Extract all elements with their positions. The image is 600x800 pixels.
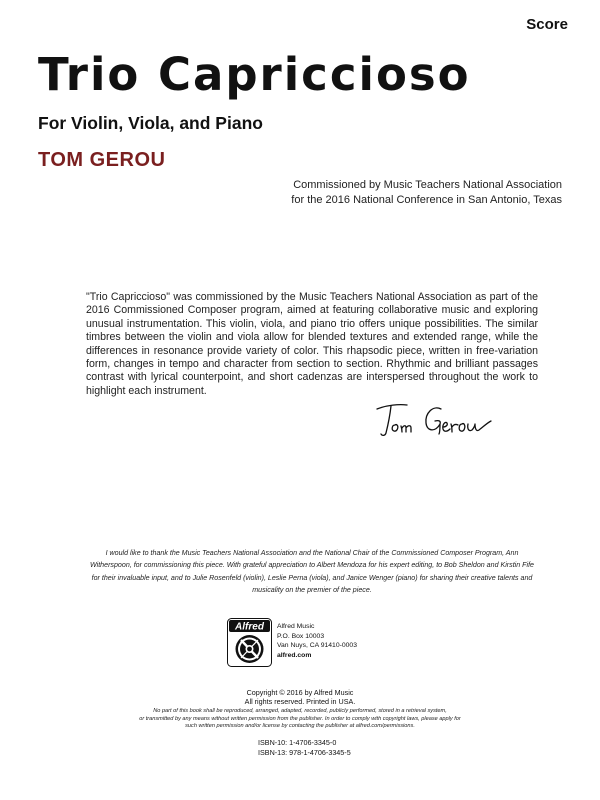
subtitle: For Violin, Viola, and Piano: [38, 113, 263, 133]
isbn-13: ISBN-13: 978-1-4706-3345-5: [258, 747, 351, 757]
publisher-city: Van Nuys, CA 91410-0003: [277, 642, 357, 650]
publisher-po-box: P.O. Box 10003: [277, 632, 325, 640]
legal-line: No part of this book shall be reproduced, arranged, adapted, recorded, publicly performed, stored in a retrieval system,: [153, 708, 447, 714]
publisher-name: Alfred Music: [277, 623, 315, 630]
legal-line: such written permission and/or license by contacting the publisher at alfred.com/permissions.: [185, 723, 415, 730]
rights-line: All rights reserved. Printed in USA.: [244, 697, 356, 706]
alfred-logo: [227, 618, 272, 667]
legal-notice: [80, 708, 520, 731]
score-label: Score: [526, 16, 568, 33]
svg-text:Alfred: Alfred: [235, 621, 264, 633]
composer-signature: [373, 399, 495, 441]
publisher-address: [277, 622, 357, 660]
publisher-website: alfred.com: [277, 651, 312, 659]
page-title: Trio Capriccioso: [38, 48, 471, 101]
copyright-line: Copyright © 2016 by Alfred Music: [246, 688, 354, 697]
isbn-10: ISBN-10: 1-4706-3345-0: [258, 738, 337, 747]
isbn-block: [258, 738, 351, 757]
program-note: "Trio Capriccioso" was commissioned by the Music Teachers National Association as part of the 2016 Commissioned Composer program, aimed at featuring collaborative music and exploring unusual instrumentation. This violin, viola, and piano trio offers unique possibilities. The similar timbres between the violin and viola allow for blended textures and extended range, while the differences in resonance provide variety of color. This rhapsodic piece, written in free-variation form, changes in tempo and character from section to section. Rhythmic and brilliant passages contrast with lyrical counterpoint, and short cadenzas are interspersed throughout the work to highlight each instrument.: [86, 291, 538, 397]
copyright-notice: [0, 688, 600, 706]
commission-note: [291, 178, 562, 208]
composer-name: TOM GEROU: [38, 149, 166, 171]
commission-line: Commissioned by Music Teachers National Association: [293, 179, 562, 191]
acknowledgment: I would like to thank the Music Teachers National Association and the National Chair of the Commissioned Composer Program, Ann Witherspoon, for commissioning this piece. With grateful appreciation to Albert Mendoza for his expert editing, to Bob Sheldon and Kirstin Fife for their invaluable input, and to Julie Rosenfeld (violin), Leslie Perna (viola), and Janice Wenger (piano) for sharing their creative talents and musicality on the premier of the piece.: [90, 549, 534, 594]
commission-line: for the 2016 National Conference in San Antonio, Texas: [291, 194, 562, 206]
legal-line: or transmitted by any means without written permission from the publisher. In order to comply with copyright laws, please apply for: [139, 715, 461, 722]
